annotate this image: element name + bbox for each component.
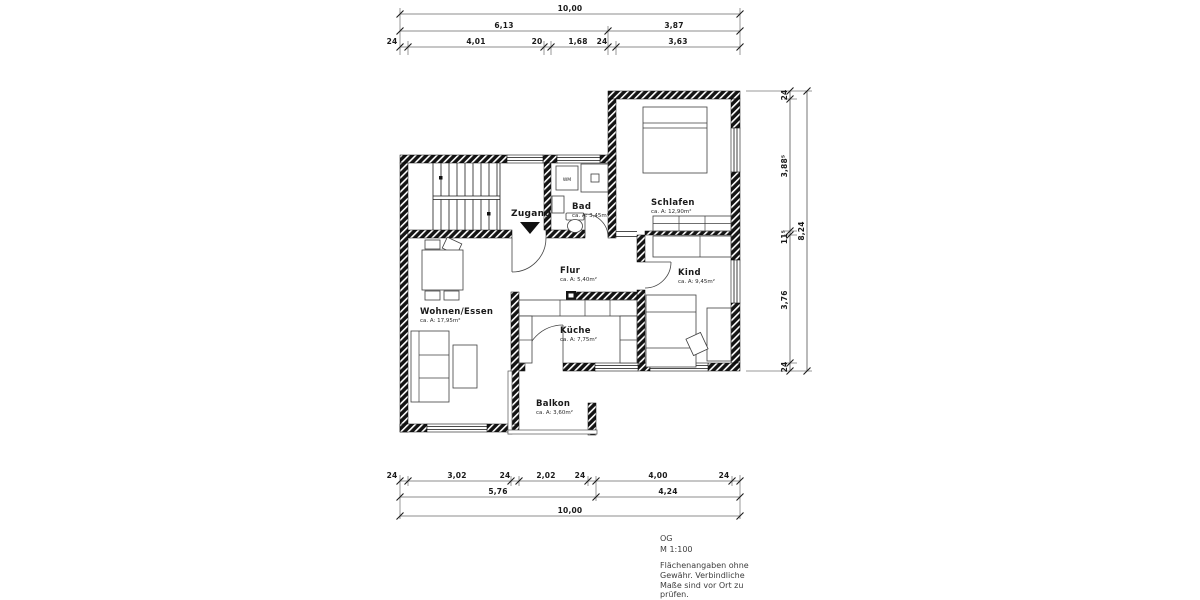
room-label-flur: Flur [560,266,581,276]
dining-table [422,250,463,290]
stair-direction-marker [487,212,491,216]
dimensions-top [387,4,744,55]
dim-right-chain-5: 24 [780,361,789,373]
door-zugang [512,238,546,272]
sink [552,196,564,213]
dim-bottom-chain-6: 4,00 [648,471,668,480]
staircase [433,163,500,230]
room-area-wohnen: ca. A: 17,95m² [420,318,461,324]
room-label-kind: Kind [678,268,701,278]
window-kind [731,260,740,303]
dim-bottom-chain-2: 3,02 [447,471,467,480]
window-stairwell [507,155,543,163]
dim-top-chain-1: 24 [386,37,398,46]
dim-right-chain-3: 11⁵ [780,229,789,245]
opening-schlafen-door [616,232,637,237]
toilet [568,220,583,233]
dining-chair [425,291,440,300]
room-area-bad: ca. A: 3,45m² [572,213,609,219]
dim-bottom-chain-5: 24 [574,471,586,480]
furniture-kind [646,236,731,367]
dimensions-bottom [387,471,744,520]
title-note-line-2: Gewähr. Verbindliche [660,571,745,580]
room-area-schlafen: ca. A: 12,90m² [651,209,692,215]
sofa [411,331,449,402]
dim-bottom-chain-4: 2,02 [536,471,556,480]
window-wohnen [427,424,487,432]
title-note-line-4: prüfen. [660,590,689,599]
dim-top-mid-1: 6,13 [494,21,514,30]
title-block [660,534,749,599]
door-kind [645,262,671,288]
washing-machine-label: WM [562,178,572,183]
furniture-bad [552,164,608,233]
room-area-balkon: ca. A: 3,60m² [536,410,573,416]
dim-top-chain-5: 24 [596,37,608,46]
single-bed [646,295,696,367]
dim-right-chain-1: 24 [780,89,789,101]
window-bad [557,155,600,163]
window-kueche-sued [595,363,638,371]
room-label-balkon: Balkon [536,399,571,409]
dim-bottom-chain-3: 24 [499,471,511,480]
kitchen-counter [620,316,637,363]
kitchen-counter [519,300,637,316]
column-post [566,291,576,300]
dim-bottom-mid-2: 4,24 [658,487,678,496]
coffee-table [453,345,477,388]
dim-top-chain-4: 1,68 [568,37,588,46]
room-label-kueche: Küche [560,326,591,336]
dim-top-mid-2: 3,87 [664,21,684,30]
wardrobe [653,236,731,257]
dim-right-chain-4: 3,76 [780,290,789,310]
title-note-line-3: Maße sind vor Ort zu [660,581,744,590]
dim-top-chain-3: 20 [531,37,543,46]
desk [707,308,731,361]
dining-chair [444,291,459,300]
stair-direction-marker [439,176,443,180]
room-label-bad: Bad [572,202,592,212]
dim-bottom-chain-7: 24 [718,471,730,480]
dim-right-chain-2: 3,88⁵ [780,154,789,178]
room-area-kueche: ca. A: 7,75m² [560,337,597,343]
double-bed [643,107,707,173]
dining-chair [425,240,440,249]
entrance-arrow-icon [520,222,540,234]
kitchen-counter [519,316,532,363]
dim-top-chain-2: 4,01 [466,37,486,46]
zugang-label: Zugang [511,209,552,219]
title-scale: M 1:100 [660,545,693,554]
window-schlafen [731,128,740,172]
room-label-wohnen: Wohnen/Essen [420,307,494,317]
dim-right-total: 8,24 [797,221,806,241]
dim-top-chain-6: 3,63 [668,37,688,46]
dim-top-total: 10,00 [557,4,583,13]
room-area-flur: ca. A: 5,40m² [560,277,597,283]
dim-bottom-chain-1: 24 [386,471,398,480]
room-area-kind: ca. A: 9,45m² [678,279,715,285]
title-note-line-1: Flächenangaben ohne [660,561,749,570]
title-floor: OG [660,534,673,543]
dim-bottom-mid-1: 5,76 [488,487,508,496]
shower-drain [591,174,599,182]
dim-bottom-total: 10,00 [557,506,583,515]
room-label-schlafen: Schlafen [651,198,695,208]
dimensions-right [746,88,812,375]
